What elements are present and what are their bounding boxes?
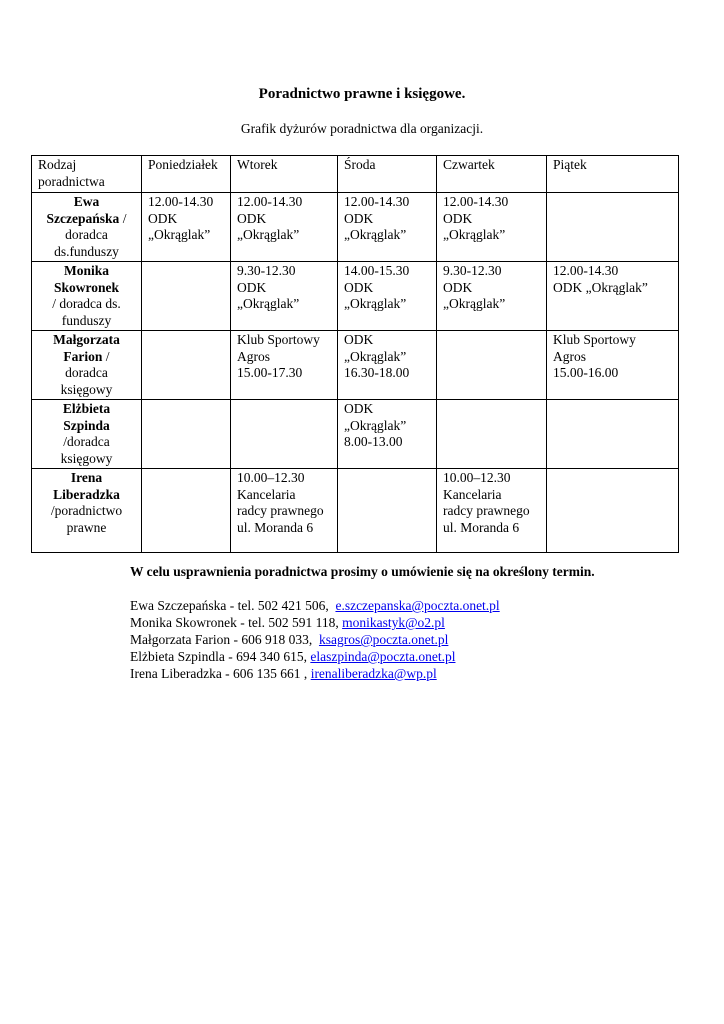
- schedule-entry: ODK: [344, 210, 374, 226]
- contact-text: Elżbieta Szpindla - 694 340 615,: [130, 649, 311, 664]
- email-link[interactable]: e.szczepanska@poczta.onet.pl: [335, 598, 500, 613]
- schedule-entry: 10.00–12.30: [443, 470, 511, 485]
- schedule-entry: ODK: [443, 210, 473, 226]
- header-cell-day: [437, 156, 547, 193]
- advisor-role: /poradnictwo: [50, 503, 123, 518]
- contact-line: [130, 597, 500, 614]
- advisor-cell: [32, 469, 142, 553]
- advisor-line: [35, 503, 138, 520]
- table-header-row: [32, 156, 679, 193]
- advisor-line: [35, 401, 138, 418]
- advisor-line: [35, 487, 138, 504]
- page-subtitle: Grafik dyżurów poradnictwa dla organizacji.: [240, 121, 484, 136]
- appointment-notice: W celu usprawnienia poradnictwa prosimy o umówienie się na określony termin.: [130, 564, 595, 579]
- contact-text: Irena Liberadzka - 606 135 661 ,: [130, 666, 311, 681]
- advisor-name: Skowronek: [53, 279, 120, 295]
- schedule-entry: 8.00-13.00: [344, 434, 403, 449]
- email-link[interactable]: elaszpinda@poczta.onet.pl: [310, 649, 456, 664]
- contact-line: [130, 648, 500, 665]
- table-row: [32, 400, 679, 469]
- schedule-entry: 12.00-14.30: [443, 194, 509, 209]
- schedule-entry: 14.00-15.30: [344, 263, 410, 278]
- advisor-cell: [32, 331, 142, 400]
- contact-text: Ewa Szczepańska - tel. 502 421 506,: [130, 598, 336, 613]
- schedule-cell: [142, 469, 231, 553]
- schedule-cell: [547, 400, 679, 469]
- advisor-role: księgowy: [60, 450, 113, 466]
- email-link[interactable]: irenaliberadzka@wp.pl: [310, 666, 437, 681]
- schedule-cell: [231, 193, 338, 262]
- contact-line: [130, 614, 500, 631]
- advisor-role: funduszy: [61, 312, 112, 328]
- advisor-line: [35, 382, 138, 399]
- advisor-name: Ewa: [73, 194, 100, 209]
- schedule-entry: „Okrąglak”: [344, 227, 407, 242]
- schedule-entry: 16.30-18.00: [344, 365, 410, 380]
- advisor-role: prawne: [66, 519, 107, 535]
- schedule-table: [31, 155, 679, 553]
- schedule-entry: 10.00–12.30: [237, 470, 305, 485]
- advisor-name: Monika: [63, 263, 109, 278]
- advisor-name: Szczepańska: [46, 210, 120, 226]
- schedule-entry: Klub Sportowy: [553, 332, 636, 347]
- schedule-entry: ODK „Okrąglak”: [553, 279, 648, 295]
- advisor-role: / doradca ds.: [52, 296, 121, 311]
- schedule-entry: 12.00-14.30: [344, 194, 410, 209]
- advisor-line: [35, 365, 138, 382]
- schedule-entry: ODK: [237, 210, 267, 226]
- advisor-line: [35, 313, 138, 330]
- schedule-entry: ul. Moranda 6: [237, 519, 314, 535]
- schedule-entry: 12.00-14.30: [553, 263, 619, 278]
- advisor-line: [35, 332, 138, 349]
- schedule-cell: [437, 262, 547, 331]
- schedule-cell: [231, 400, 338, 469]
- advisor-line: [35, 451, 138, 468]
- advisor-line: [35, 470, 138, 487]
- advisor-line: [35, 349, 138, 366]
- day-label: Wtorek: [237, 157, 278, 172]
- table-row: [32, 193, 679, 262]
- advisor-cell: [32, 262, 142, 331]
- schedule-entry: 12.00-14.30: [237, 194, 303, 209]
- schedule-entry: 9.30-12.30: [237, 263, 296, 278]
- advisor-line: [35, 280, 138, 297]
- advisor-role: doradca: [65, 227, 108, 242]
- day-label: Środa: [344, 157, 376, 172]
- header-label: Rodzaj: [38, 157, 77, 172]
- header-label: poradnictwa: [38, 173, 105, 189]
- schedule-entry: ODK: [344, 401, 374, 416]
- advisor-name: Liberadzka: [53, 486, 120, 502]
- advisor-role: /doradca: [63, 434, 110, 449]
- schedule-cell: [437, 331, 547, 400]
- advisor-role: doradca: [65, 365, 108, 380]
- schedule-cell: [338, 400, 437, 469]
- advisor-line: [35, 418, 138, 435]
- schedule-entry: 9.30-12.30: [443, 263, 502, 278]
- advisor-line: [35, 434, 138, 451]
- header-cell-day: [142, 156, 231, 193]
- schedule-entry: 12.00-14.30: [148, 194, 214, 209]
- advisor-separator: /: [119, 210, 127, 226]
- schedule-cell: [338, 262, 437, 331]
- schedule-entry: 15.00-17.30: [237, 365, 303, 380]
- header-cell-type: [32, 156, 142, 193]
- schedule-cell: [142, 193, 231, 262]
- schedule-entry: Agros: [237, 348, 270, 364]
- contact-text: Monika Skowronek - tel. 502 591 118,: [130, 615, 343, 630]
- schedule-entry: radcy prawnego: [237, 503, 324, 518]
- schedule-entry: ODK: [237, 279, 267, 295]
- header-cell-day: [231, 156, 338, 193]
- schedule-cell: [547, 262, 679, 331]
- contact-text: Małgorzata Farion - 606 918 033,: [130, 632, 319, 647]
- day-label: Piątek: [553, 157, 587, 172]
- advisor-cell: [32, 193, 142, 262]
- schedule-cell: [231, 262, 338, 331]
- advisor-line: [35, 227, 138, 244]
- contact-line: [130, 665, 500, 682]
- day-label: Czwartek: [443, 157, 495, 172]
- schedule-entry: „Okrąglak”: [237, 227, 300, 242]
- table-row: [32, 262, 679, 331]
- email-link[interactable]: monikastyk@o2.pl: [342, 615, 445, 630]
- advisor-role: księgowy: [60, 381, 113, 397]
- schedule-cell: [547, 331, 679, 400]
- contact-list: [130, 597, 500, 682]
- advisor-line: [35, 296, 138, 313]
- schedule-entry: ODK: [344, 279, 374, 295]
- advisor-line: [35, 520, 138, 537]
- schedule-cell: [142, 262, 231, 331]
- schedule-cell: [231, 331, 338, 400]
- schedule-entry: „Okrąglak”: [344, 417, 407, 433]
- table-row: [32, 331, 679, 400]
- schedule-entry: „Okrąglak”: [148, 227, 211, 242]
- advisor-name: Farion: [63, 348, 103, 364]
- schedule-entry: „Okrąglak”: [344, 348, 407, 364]
- schedule-cell: [547, 193, 679, 262]
- schedule-entry: Kancelaria: [443, 486, 502, 502]
- schedule-entry: ODK: [443, 279, 473, 295]
- schedule-entry: Kancelaria: [237, 486, 296, 502]
- schedule-entry: ODK: [148, 210, 178, 226]
- schedule-entry: 15.00-16.00: [553, 365, 619, 380]
- schedule-cell: [547, 469, 679, 553]
- advisor-role: ds.funduszy: [54, 243, 119, 259]
- page-title: Poradnictwo prawne i księgowe.: [258, 86, 466, 102]
- advisor-line: [35, 263, 138, 280]
- day-label: Poniedziałek: [148, 157, 218, 172]
- schedule-entry: Klub Sportowy: [237, 332, 320, 347]
- header-cell-day: [547, 156, 679, 193]
- schedule-cell: [142, 400, 231, 469]
- advisor-name: Szpinda: [63, 417, 110, 433]
- email-link[interactable]: ksagros@poczta.onet.pl: [318, 632, 449, 647]
- schedule-entry: ODK: [344, 332, 374, 347]
- schedule-entry: „Okrąglak”: [237, 296, 300, 311]
- header-cell-day: [338, 156, 437, 193]
- schedule-cell: [437, 400, 547, 469]
- schedule-entry: ul. Moranda 6: [443, 519, 520, 535]
- schedule-entry: Agros: [553, 348, 586, 364]
- table-row: [32, 469, 679, 553]
- schedule-entry: „Okrąglak”: [443, 227, 506, 242]
- schedule-cell: [437, 469, 547, 553]
- schedule-entry: radcy prawnego: [443, 503, 530, 518]
- advisor-cell: [32, 400, 142, 469]
- schedule-cell: [142, 331, 231, 400]
- advisor-line: [35, 211, 138, 228]
- schedule-cell: [231, 469, 338, 553]
- advisor-name: Małgorzata: [53, 332, 120, 347]
- schedule-entry: „Okrąglak”: [443, 296, 506, 311]
- advisor-separator: /: [102, 348, 110, 364]
- schedule-cell: [338, 193, 437, 262]
- schedule-cell: [338, 469, 437, 553]
- advisor-name: Irena: [70, 470, 103, 485]
- advisor-name: Elżbieta: [62, 401, 111, 416]
- schedule-entry: „Okrąglak”: [344, 296, 407, 311]
- schedule-cell: [437, 193, 547, 262]
- advisor-line: [35, 244, 138, 261]
- schedule-cell: [338, 331, 437, 400]
- advisor-line: [35, 194, 138, 211]
- contact-line: [130, 631, 500, 648]
